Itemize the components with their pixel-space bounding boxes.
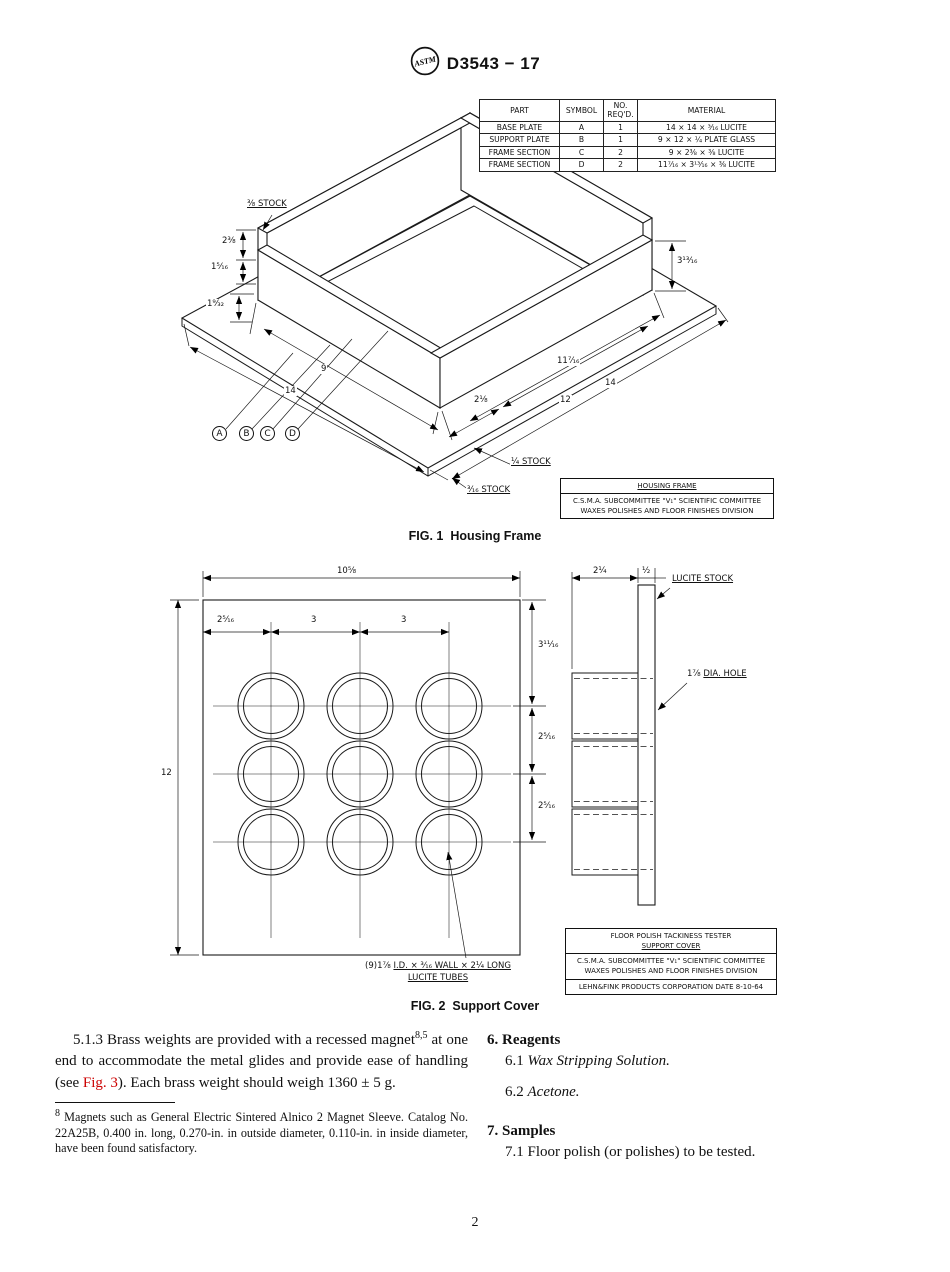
dim-label-11-7-16: 11⁷⁄₁₆ (557, 356, 580, 366)
parts-col-material: MATERIAL (638, 100, 776, 122)
standard-designation: D3543 − 17 (446, 53, 541, 73)
cell-qty: 2 (604, 146, 638, 158)
table-row (480, 121, 776, 133)
dim-label-14-right: 14 (605, 378, 616, 388)
fig2-title-block-corp: LEHN&FINK PRODUCTS CORPORATION DATE 8-10-64 (566, 979, 776, 994)
footnote-text: Magnets such as General Electric Sintered Alnico 2 Magnet Sleeve. Catalog No. 22A25B, 0.400 in. long, 0.270-in. in outside diameter, 0.110-in. in inside diameter, have been found satisfactory. (55, 1109, 468, 1156)
tube-note-spec: I.D. × ³⁄₁₆ WALL × 2¼ LONG (393, 961, 511, 971)
para-number: 6.2 (505, 1083, 528, 1100)
astm-logo-text: ASTM (413, 54, 437, 69)
tube-note (350, 960, 526, 985)
cell-symbol: D (560, 159, 604, 171)
fig2-title-block-division: WAXES POLISHES AND FLOOR FINISHES DIVISION (584, 967, 758, 976)
fig1-title-block (560, 478, 774, 519)
dim-label-10-5-8: 10⅝ (337, 566, 357, 576)
fig1-parts-table (479, 99, 776, 172)
fig2-title-block-committee: C.S.M.A. SUBCOMMITTEE "V₁" SCIENTIFIC COMMITTEE (576, 957, 766, 966)
dim-label-height-12: 12 (161, 768, 172, 778)
dim-label-row-spacing-1: 2⁵⁄₁₆ (538, 732, 556, 742)
paragraph-5-1-3 (55, 1030, 468, 1094)
section-6-heading: 6. Reagents (487, 1032, 561, 1048)
para-term: Wax Stripping Solution. (527, 1053, 670, 1070)
dim-label-plate-thickness: ½ (642, 566, 651, 576)
cell-material: 9 × 12 × ¼ PLATE GLASS (638, 134, 776, 146)
section-7-heading: 7. Samples (487, 1122, 556, 1139)
tube-note-line2: LUCITE TUBES (407, 973, 469, 984)
dim-label-col-offset: 2⁵⁄₁₆ (217, 615, 235, 625)
cell-qty: 2 (604, 159, 638, 171)
footnote-marker: 8,5 (415, 1030, 428, 1041)
para-number: 6.1 (505, 1053, 528, 1070)
para-text: 5.1.3 Brass weights are provided with a recessed magnet (73, 1032, 415, 1048)
cell-qty: 1 (604, 121, 638, 133)
dim-label-col-spacing-2: 3 (401, 615, 407, 625)
page-header (0, 46, 950, 81)
part-callout-d: D (285, 426, 300, 441)
part-callout-b: B (239, 426, 254, 441)
body-column-right (487, 1030, 900, 1163)
cell-material: 14 × 14 × ³⁄₁₆ LUCITE (638, 121, 776, 133)
paragraph-6-2 (487, 1082, 900, 1103)
fig1-title-block-division: WAXES POLISHES AND FLOOR FINISHES DIVISION (580, 507, 754, 516)
fig2-caption: FIG. 2 Support Cover (410, 999, 540, 1013)
body-column-left (55, 1030, 468, 1157)
dim-label-tube-length: 2¼ (593, 566, 607, 576)
cell-symbol: C (560, 146, 604, 158)
cell-symbol: B (560, 134, 604, 146)
dim-label-3-13-16: 3¹³⁄₁₆ (677, 256, 698, 266)
para-text: at one end to accommodate the metal glides and provide ease of handling (see (55, 1032, 469, 1091)
dim-label-row-offset: 3¹¹⁄₁₆ (538, 640, 559, 650)
dim-label-1-9-32: 1⁹⁄₃₂ (207, 299, 225, 309)
parts-col-noreqd: NO. REQ'D. (604, 100, 638, 122)
dim-label-col-spacing-1: 3 (311, 615, 317, 625)
para-text: ). Each brass weight should weigh 1360 ± 5 g. (117, 1074, 396, 1091)
cell-symbol: A (560, 121, 604, 133)
dim-label-12: 12 (560, 395, 571, 405)
part-callout-c: C (260, 426, 275, 441)
table-row (480, 159, 776, 171)
parts-table-header-row (480, 100, 776, 122)
footnote-number: 8 (55, 1107, 60, 1119)
tube-note-prefix: (9)1⅞ (365, 961, 394, 971)
cell-part: FRAME SECTION (480, 146, 560, 158)
cell-part: SUPPORT PLATE (480, 134, 560, 146)
cell-material: 9 × 2⅜ × ⅜ LUCITE (638, 146, 776, 158)
page-number: 2 (471, 1215, 479, 1230)
table-row (480, 134, 776, 146)
fig1-caption: FIG. 1 Housing Frame (408, 529, 542, 543)
astm-logo-icon (410, 46, 440, 81)
tube-note-line1 (350, 960, 526, 972)
para-term: Acetone. (527, 1083, 580, 1100)
hole-size: 1⅞ (687, 669, 704, 679)
label-lucite-stock: LUCITE STOCK (672, 574, 734, 584)
footnote-8 (55, 1107, 468, 1157)
fig2-title-block-name: FLOOR POLISH TACKINESS TESTER (610, 932, 732, 940)
dim-label-stock-3-8: ⅜ STOCK (247, 199, 287, 209)
paragraph-7-1: 7.1 Floor polish (or polishes) to be tested. (505, 1144, 756, 1161)
dim-label-stock-1-4: ¼ STOCK (511, 457, 551, 467)
cell-material: 11⁷⁄₁₆ × 3¹³⁄₁₆ × ⅜ LUCITE (638, 159, 776, 171)
footnote-rule (55, 1102, 175, 1103)
cell-qty: 1 (604, 134, 638, 146)
fig1-title-block-title: HOUSING FRAME (637, 482, 697, 490)
fig2-title-block (565, 928, 777, 995)
hole-text: DIA. HOLE (703, 669, 747, 679)
part-callout-a: A (212, 426, 227, 441)
label-dia-hole (686, 669, 748, 679)
dim-label-9: 9 (321, 364, 327, 374)
table-row (480, 146, 776, 158)
dim-label-stock-3-16: ³⁄₁₆ STOCK (467, 485, 511, 495)
fig1-title-block-committee: C.S.M.A. SUBCOMMITTEE "V₁" SCIENTIFIC COMMITTEE (572, 497, 762, 506)
paragraph-6-1 (487, 1051, 900, 1072)
dim-label-1-5-16: 1⁵⁄₁₆ (211, 262, 229, 272)
dim-label-2-1-8: 2⅛ (474, 395, 488, 405)
dim-label-row-spacing-2: 2⁵⁄₁₆ (538, 801, 556, 811)
cell-part: BASE PLATE (480, 121, 560, 133)
parts-col-part: PART (480, 100, 560, 122)
parts-col-symbol: SYMBOL (560, 100, 604, 122)
fig3-reference-link[interactable]: Fig. 3 (82, 1074, 118, 1091)
cell-part: FRAME SECTION (480, 159, 560, 171)
fig2-title-block-subname: SUPPORT COVER (641, 942, 701, 951)
dim-label-14-left: 14 (285, 386, 296, 396)
dim-label-2-3-8: 2⅜ (222, 236, 236, 246)
